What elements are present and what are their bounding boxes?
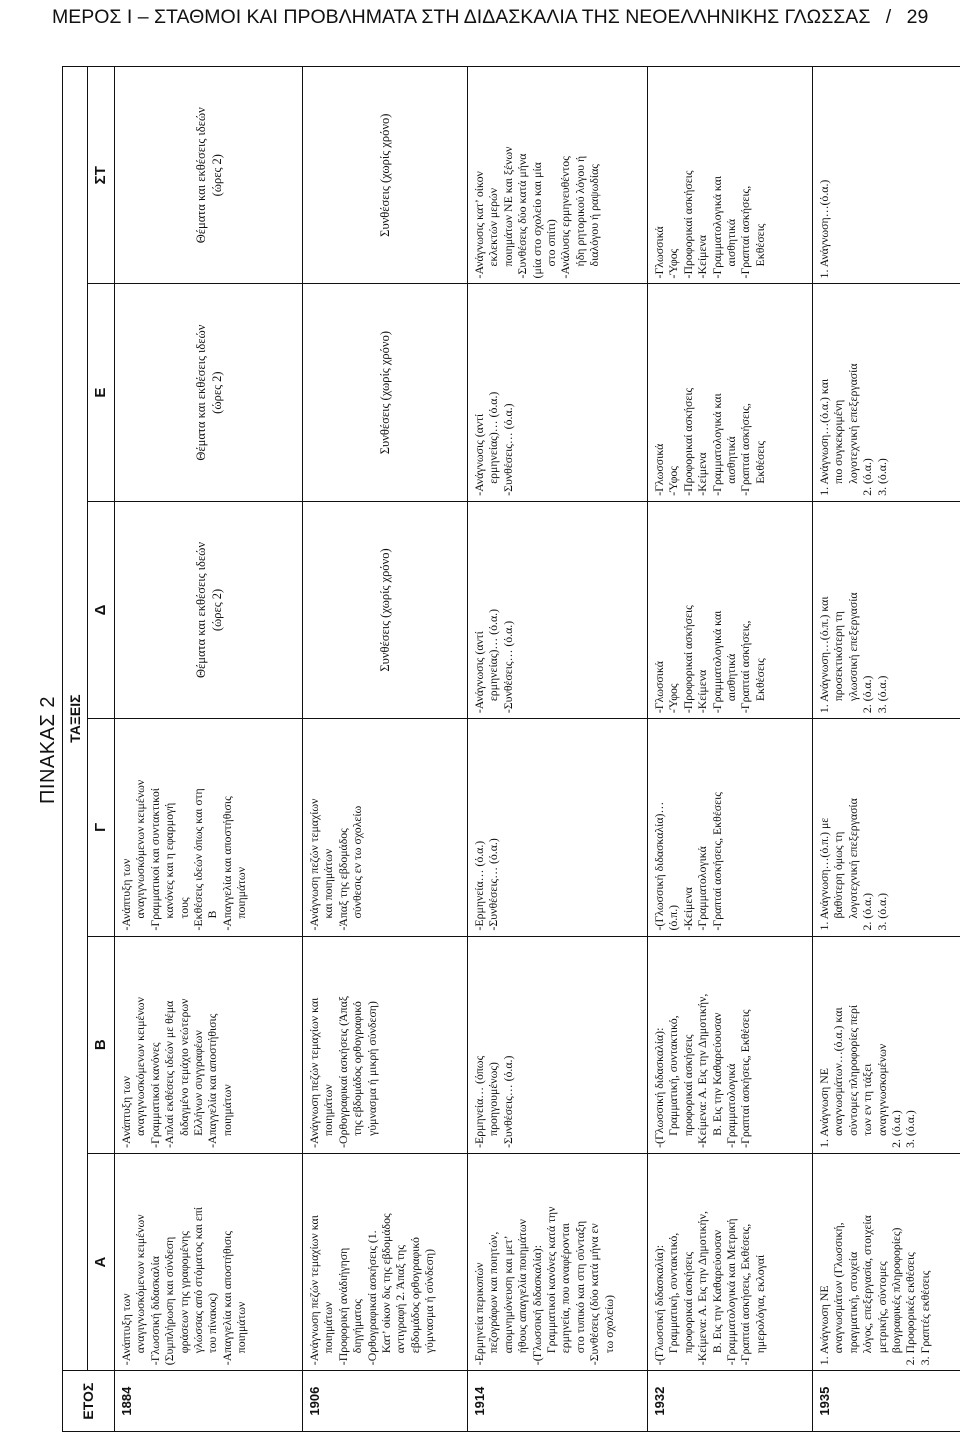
cell-line: Θέματα και εκθέσεις ιδεών [193, 107, 208, 244]
cell-line: 1. Ανάγνωση ΝΕ [817, 1068, 831, 1148]
cell-line: πεζογράφων και ποιητών, [486, 1231, 501, 1354]
cell-line: -Γραμματικοί και συντακτικοί [147, 788, 162, 931]
cell-line: ποιημάτων ΝΕ και ξένων [500, 146, 515, 267]
cell-line: -(Γλωσσική διδασκαλία): [652, 1027, 666, 1148]
cell-class-c [813, 719, 960, 936]
cell-line: -Ανάγνωση πεζών τεμαχίων [307, 798, 321, 931]
cell-line: 1. Ανάγνωση ΝΕ [817, 1285, 831, 1366]
year-cell: 1935 [813, 1371, 960, 1432]
cell-line: αναγιγνωσκόμενων κειμένων [133, 779, 148, 919]
cell-line: αισθητικά [724, 436, 739, 484]
year-header: ΕΤΟΣ [63, 1371, 115, 1432]
cell-line: διδαγμένο τεμάχιο νεώτερων [176, 998, 191, 1136]
cell-line: -Γραμματολογικά και [709, 393, 724, 496]
cell-line: (ώρες 2) [209, 588, 224, 632]
cell-line: -Προφορικαί ασκήσεις [680, 387, 695, 496]
cell-line: Εκθέσεις [752, 223, 767, 267]
cell-line: 2. (ό.α.) [860, 892, 875, 931]
cell-line: εκλεκτών μερών [486, 187, 501, 267]
cell-line: ποιημάτων [234, 1301, 249, 1354]
cell-class-b [303, 936, 468, 1153]
cell-line: στο σπίτι) [544, 219, 559, 267]
cell-class-a [468, 1153, 648, 1370]
table-body [115, 67, 960, 1432]
running-head [52, 2, 952, 32]
cell-line: -Κείμενα: Α. Εις την Δημοτικήν, [695, 993, 710, 1148]
cell-line: τω σχολείω) [601, 1295, 616, 1354]
cell-line: -Ερμηνεία… (όπως [472, 1055, 486, 1148]
class-header-f: ΣΤ [88, 67, 115, 284]
cell-line: προφορικαί ασκήσεις [680, 1251, 695, 1354]
cell-line: -Ορθογραφικαί ασκήσεις (1. [364, 1230, 379, 1366]
cell-line: βιογραφικές πληροφορίες) [889, 1227, 904, 1354]
cell-line: Γραμματική, συντακτικό, [666, 1015, 681, 1136]
cell-line: γύμνασμα ή μικρή σύνδεση) [364, 1001, 379, 1136]
cell-class-d [648, 501, 813, 718]
cell-line: διαλόγου ή ραψωδίας [587, 164, 602, 267]
cell-line: 1. Ανάγνωση…(ό.π.) και [817, 596, 831, 714]
cell-line: -Γραπταί ασκήσεις, [738, 185, 753, 279]
cell-line: -Προφορικαί ασκήσεις [680, 170, 695, 279]
cell-line: ποιημάτων [219, 1084, 234, 1136]
cell-line: -Κείμενα [680, 887, 695, 931]
cell-class-a [648, 1153, 813, 1370]
cell-line: λόγος, επεξεργασία, στοιχεία [860, 1215, 875, 1354]
cell-class-f [303, 67, 468, 284]
cell-line: 3. (ό.α.) [874, 675, 889, 714]
cell-line: Κατ’ οίκον δις της εβδομάδος [379, 1213, 394, 1354]
class-header-e: Ε [88, 284, 115, 501]
year-cell: 1932 [648, 1371, 813, 1432]
cell-line: απομνημόνευση και μετ’ [500, 1235, 515, 1354]
cell-line: -Γραπταί ασκήσεις, [738, 620, 753, 714]
cell-line: -Ερμηνεία… (ό.α.) [472, 840, 486, 931]
cell-line: βαθύτερη όμως τη [831, 831, 846, 919]
cell-line: εβδομάδος ορθογραφικό [407, 1237, 422, 1354]
cell-line: Συνθέσεις (χωρίς χρόνο) [378, 113, 392, 237]
cell-line: και ποιημάτων [321, 848, 336, 919]
cell-class-e [648, 284, 813, 501]
cell-class-f [115, 67, 303, 284]
page-number: 29 [906, 6, 929, 28]
cell-line: -Κείμενα [695, 235, 710, 279]
cell-line: -Ανάπτυξη των [119, 1076, 133, 1148]
cell-line: του πίνακος) [205, 1292, 220, 1354]
table-row [813, 67, 960, 1432]
cell-line: -Συνθέσεις… (ό.α.) [500, 403, 515, 496]
cell-line: γλώσσας από στόματος και επί [191, 1207, 206, 1354]
class-header-a: Α [88, 1153, 115, 1370]
cell-line: αναγιγνωσκόμενων κειμένων [133, 1214, 148, 1354]
cell-line: -Ανάγνωση πεζών τεμαχίων και [307, 997, 321, 1148]
cell-line: Γραμματική, συντακτικό, [666, 1232, 681, 1354]
cell-line: -Γλωσσικά [652, 226, 666, 279]
cell-line: -Γραμματολογικά [724, 1063, 739, 1148]
cell-line: γύμνασμα ή σύνδεση) [422, 1248, 437, 1354]
cell-line: Γραμματικοί κανόνες κατά την [544, 1206, 559, 1354]
class-header-c: Γ [88, 719, 115, 936]
cell-line: (ώρες 2) [209, 371, 224, 414]
cell-line: -Συνθέσεις… (ό.α.) [500, 1055, 515, 1148]
cell-line: (μία στο σχολείο και μία [529, 162, 544, 279]
cell-class-c [648, 719, 813, 936]
cell-class-f [648, 67, 813, 284]
cell-line: Θέματα και εκθέσεις ιδεών [193, 324, 208, 461]
cell-line: 3. (ό.α.) [874, 458, 889, 496]
table-caption: ΠΙΝΑΚΑΣ 2 [37, 696, 59, 805]
cell-line: ποιημάτων [321, 1084, 336, 1136]
cell-line: αντιγραφή 2. Άπαξ της [393, 1245, 408, 1354]
cell-line: -Ύφος [666, 466, 681, 496]
cell-line: Ελλήνων συγγραφέων [191, 1030, 206, 1136]
cell-line: προφορικαί ασκήσεις [680, 1034, 695, 1136]
cell-line: 2. Προφορικές εκθέσεις [903, 1252, 918, 1366]
cell-class-d [468, 501, 648, 718]
rotated-table-wrapper [62, 66, 932, 1432]
cell-class-e [468, 284, 648, 501]
cell-class-c [468, 719, 648, 936]
cell-line: ποιημάτων [321, 1301, 336, 1354]
cell-line: 1. Ανάγνωση…(ό.α.) [817, 179, 831, 279]
cell-line: -Ανάγνωση πεζών τεμαχίων και [307, 1215, 321, 1366]
cell-line: -Απαγγελία και αποστήθισις [219, 1230, 234, 1366]
cell-line: -Γλωσσικά [652, 661, 666, 714]
cell-line: Θέματα και εκθέσεις ιδεών [193, 541, 208, 678]
cell-line: -Απαγγελία και αποστήθισις [219, 796, 234, 931]
table-row [468, 67, 648, 1432]
cell-line: -Συνθέσεις… (ό.α.) [486, 838, 501, 931]
cell-line: -Ύφος [666, 248, 681, 279]
cell-line: ερμηνεία, που αναφέρονται [558, 1223, 573, 1354]
cell-line: Β. Εις την Καθαρεύουσαν [709, 1229, 724, 1354]
cell-line: 3. (ό.α.) [903, 1110, 918, 1148]
cell-line: -Γραπταί ασκήσεις, Εκθέσεις [738, 1009, 753, 1148]
cell-class-c [303, 719, 468, 936]
cell-line: ποιημάτων [234, 866, 249, 919]
cell-line: -Γλωσσικά [652, 443, 666, 496]
cell-line: 2. (ό.α.) [860, 458, 875, 496]
cell-line: -Ανάγνωσις (αντί [472, 413, 486, 496]
curriculum-table [62, 66, 960, 1432]
cell-line: -Προφορική ανάδιήγηση [335, 1247, 350, 1366]
cell-line: (ό.π.) [666, 904, 681, 931]
cell-line: ερμηνείας)… (ό.α.) [486, 391, 501, 484]
cell-line: -Ανάγνωσις κατ’ οίκον [472, 171, 486, 279]
cell-line: -Ανάλυσις ερμηνευθέντος [558, 156, 573, 279]
cell-class-a [303, 1153, 468, 1370]
cell-line: ερμηνείας)… (ό.α.) [486, 608, 501, 702]
cell-line: 2. (ό.α.) [860, 675, 875, 714]
running-head-title: ΜΕΡΟΣ Ι – ΣΤΑΘΜΟΙ ΚΑΙ ΠΡΟΒΛΗΜΑΤΑ ΣΤΗ ΔΙΔΑΣΚΑΛΙΑ ΤΗΣ ΝΕΟΕΛΛΗΝΙΚΗΣ ΓΛΩΣΣΑΣ [52, 6, 871, 28]
year-cell: 1906 [303, 1371, 468, 1432]
cell-line: ήδη ρητορικού λόγου ή [572, 155, 587, 267]
cell-line: αναγνωσμάτων (Γλωσσική, [831, 1222, 846, 1354]
cell-line: -Γραπταί ασκήσεις, Εκθέσεις [709, 792, 724, 931]
cell-line: κανόνες και η εφαρμογή [162, 802, 177, 919]
cell-line: -Ύφος [666, 683, 681, 714]
cell-line: λογοτεχνική επεξεργασία [845, 798, 860, 919]
cell-line: φράσεων της γραφομένης [176, 1231, 191, 1354]
cell-line: -Εκθέσεις ιδεών όπως και στη [191, 788, 206, 931]
cell-class-f [813, 67, 960, 284]
cell-line: ήθους απαγγελία ποιημάτων [515, 1218, 530, 1354]
cell-line: -Κείμενα [695, 452, 710, 496]
cell-line: -Συνθέσεις (δύο κατά μήνα εν [587, 1223, 602, 1366]
cell-line: στο τυπικό και στη σύνταξη [572, 1220, 587, 1354]
cell-line: προσεκτικότερη τη [831, 611, 846, 702]
cell-class-d [813, 501, 960, 718]
cell-line: διηγήματος [350, 1299, 365, 1354]
cell-line: 3. (ό.α.) [874, 892, 889, 931]
cell-line: -Ανάπτυξη των [119, 858, 133, 931]
cell-class-b [648, 936, 813, 1153]
cell-line: (ώρες 2) [209, 154, 224, 197]
cell-line: -Απλαί εκθέσεις ιδεών με θέμα [162, 1000, 177, 1148]
cell-line: αναγιγνωσκομένων [874, 1043, 889, 1136]
cell-class-e [115, 284, 303, 501]
cell-line: -(Γλωσσική διδασκαλία)… [652, 801, 666, 931]
cell-line: -Ορθογραφικαί ασκήσεις (Άπαξ [335, 995, 350, 1148]
cell-line: -Συνθέσεις… (ό.α.) [500, 620, 515, 714]
cell-line: ημερολόγια, εκλογαί [752, 1254, 767, 1354]
cell-line: της εβδομάδος ορθογραφικό [350, 1001, 365, 1136]
cell-class-b [115, 936, 303, 1153]
cell-line: των εν τη τάξει [860, 1063, 875, 1136]
cell-line: -Γραμματολογικά [695, 846, 710, 931]
cell-line: τους [176, 897, 191, 919]
cell-line: Συνθέσεις (χωρίς χρόνο) [378, 548, 392, 672]
cell-line: -(Γλωσσική διδασκαλία): [652, 1244, 666, 1366]
cell-line: Β [205, 910, 220, 919]
cell-line: αισθητικά [724, 218, 739, 267]
cell-line: -Γλωσσική διδασκαλία [147, 1256, 162, 1366]
cell-line: -Γραμματικοί κανόνες [147, 1042, 162, 1148]
table-row [303, 67, 468, 1432]
cell-line: -Γραμματολογικά και [709, 175, 724, 279]
cell-line: -Γραμματολογικά και [709, 610, 724, 714]
cell-line: 1. Ανάγνωση…(ό.α.) και [817, 378, 831, 496]
cell-line: -Συνθέσεις δύο κατά μήνα [515, 153, 530, 279]
cell-class-d [303, 501, 468, 718]
cell-line: -Γραπταί ασκήσεις, [738, 403, 753, 496]
cell-line: πιο συγκεκριμένη [831, 399, 846, 484]
table-row [115, 67, 303, 1432]
cell-line: -Ανάγνωσις (αντί [472, 631, 486, 714]
cell-line: μετρικής, σύντομες [874, 1261, 889, 1354]
cell-line: -Απαγγελία και αποστήθισις [205, 1013, 220, 1148]
cell-class-c [115, 719, 303, 936]
page-separator: / [885, 6, 892, 28]
cell-line: λογοτεχνική επεξεργασία [845, 363, 860, 484]
cell-line: γλωσσική επεξεργασία [845, 592, 860, 702]
cell-line: -Ανάπτυξη των [119, 1293, 133, 1366]
cell-line: πραγματική, στοιχεία [845, 1251, 860, 1354]
cell-line: 3. Γραπτές εκθέσεις [917, 1270, 932, 1366]
cell-line: 2. (ό.α.) [889, 1110, 904, 1148]
cell-line: -Ερμηνεία περικοπών [472, 1262, 486, 1366]
cell-class-a [115, 1153, 303, 1370]
cell-line: -Γραπταί ασκήσεις, Εκθέσεις, [738, 1223, 753, 1366]
cell-line: -Κείμενα [695, 669, 710, 714]
cell-class-f [468, 67, 648, 284]
cell-line: αισθητικά [724, 653, 739, 702]
cell-class-b [468, 936, 648, 1153]
year-cell: 1914 [468, 1371, 648, 1432]
cell-line: Εκθέσεις [752, 440, 767, 484]
cell-line: Συνθέσεις (χωρίς χρόνο) [378, 331, 392, 455]
cell-class-d [115, 501, 303, 718]
class-header-d: Δ [88, 501, 115, 718]
cell-class-a [813, 1153, 960, 1370]
cell-line: (Συμπλήρωση και σύνδεση [162, 1236, 177, 1366]
class-header-b: Β [88, 936, 115, 1153]
cell-line: 1. Ανάγνωση…(ό.π.) με [817, 817, 831, 931]
cell-line: αναγνωσμάτων…(ό.α.) και [831, 1007, 846, 1136]
cell-line: προηγουμένως) [486, 1062, 501, 1136]
table-row [648, 67, 813, 1432]
cell-line: -(Γλωσσική διδασκαλία): [529, 1244, 544, 1366]
cell-line: Β. Εις την Καθαρεύουσαν [709, 1012, 724, 1136]
cell-line: Εκθέσεις [752, 658, 767, 702]
cell-class-b [813, 936, 960, 1153]
cell-line: -Γραμματολογικά και Μετρική [724, 1218, 739, 1366]
cell-line: -Κείμενα: Α. Εις την Δημοτικήν, [695, 1211, 710, 1366]
cell-class-e [303, 284, 468, 501]
year-cell: 1884 [115, 1371, 303, 1432]
cell-class-e [813, 284, 960, 501]
cell-line: -Προφορικαί ασκήσεις [680, 605, 695, 714]
cell-line: αναγιγνωσκόμενων κειμένων [133, 997, 148, 1136]
cell-line: -Άπαξ της εβδομάδος [335, 828, 350, 931]
cell-line: σύντομες πληροφορίες περί [845, 1004, 860, 1136]
cell-line: σύνθεσις εν τω σχολείω [350, 805, 365, 919]
classes-header: ΤΑΞΕΙΣ [63, 67, 88, 1371]
